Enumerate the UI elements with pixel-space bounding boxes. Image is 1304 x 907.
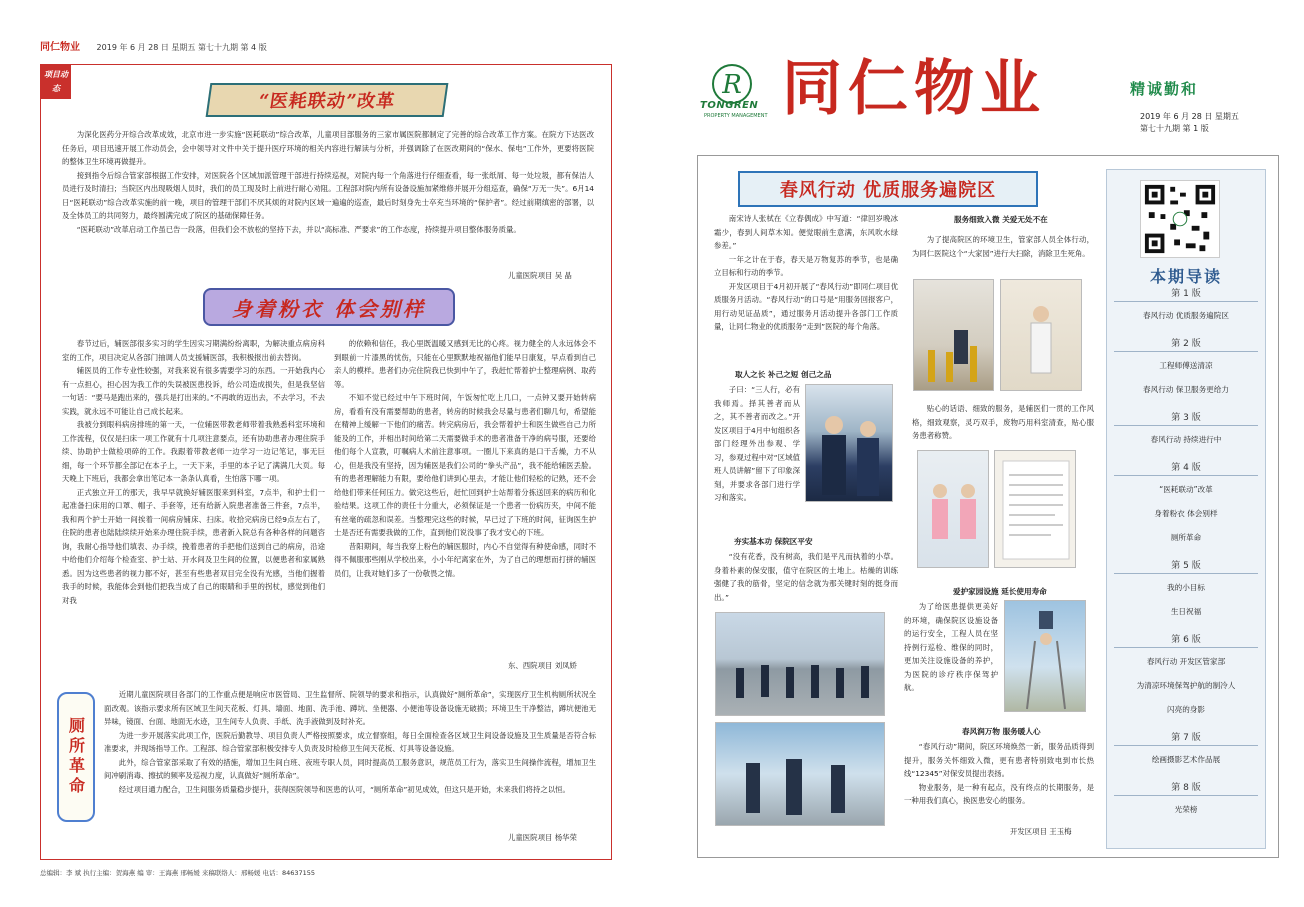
guide-title: 本期导读 <box>1149 267 1222 286</box>
bollard-icon <box>914 280 994 391</box>
subhead-1: 取人之长 补己之短 创己之品 <box>735 370 832 379</box>
guide-divider <box>1114 647 1258 648</box>
photo-cleaning-2 <box>1000 279 1082 391</box>
intro-para: 南宋诗人张栻在《立春偶成》中写道：“律回岁晚冰霜少，春到人间草木知。便觉眼前生意满，东风吹水绿参差。” <box>714 214 898 250</box>
subhead-5-body <box>904 740 1094 822</box>
guide-divider <box>1114 573 1258 574</box>
guide-item[interactable]: 身着粉衣 体会别样 <box>1154 509 1218 518</box>
article-2-para: 不知不觉已经过中午下班时间，午饭匆忙吃上几口，一点钟又要开始转病房，看看有没有需要帮助的患者，转房的时候我会尽量与患者们聊几句，希望能在精神上缓解一下他们的痛苦。转完病房后，我会帮着护士和医生做些自己力所能及的工作，并相出时间给第二天需要做手术的患者准备干净的病号服，还要给他们每个人宣教，叮嘱病人术前注意事项。一圈儿下来真的是口干舌燥，力不从心，但是我没有坚持，因为辅医是我们公司的“拳头产品”，我不能给辅医丢脸。有的患者理解能力有限，要给他们讲到心里去，才能让他们轻松的记熟，还不会给他们带来任何压力。做完这些后，赶忙回到护士站帮着分拣送回来的病历和化验结果。这项工作的责任十分重大，必须保证是一个患者一份病历夹，中间不能有丝毫的疏忽和误差。当整理完这些的时候，早已过了下班的时间，征询医生护士是否还有需要我做的工作，直到他们说没事了我才安心的下班。 <box>334 393 596 537</box>
page-1-date-line: 2019 年 6 月 28 日 星期五 <box>1140 112 1239 121</box>
article-2-para: 我被分到眼科病房排班的第一天，一位辅医带教老师带着我熟悉科室环境和工作流程，仅仅是扫床一项工作就有十几项注意要点，还有协助患者办理住院手续、协助护士做检项碎的工作。我跟着带教老师一边学习一边记笔记，事无巨细，每一个环节都全部记在本子上，一天下来，手里的本子记了满满几大页。每天晚上下班后，我都会拿出笔记本一条条认真看，生怕落下哪一项。 <box>62 420 325 483</box>
guide-item[interactable]: 工程师傅送清凉 <box>1159 361 1213 370</box>
subhead-5-signature: 开发区项目 王玉梅 <box>1010 827 1072 836</box>
article-1-para: “医耗联动”改革启动工作虽已告一段落，但我们会不放松的坚持下去，并以“高标准、严要求”的工作态度，持续提升项目整体服务质量。 <box>76 224 521 234</box>
subhead-3-body <box>912 233 1094 275</box>
subhead-3b-body <box>912 402 1094 444</box>
guide-edition-label: 第 2 版 <box>1171 339 1201 349</box>
article-3-title: 厕所革命 <box>66 717 86 797</box>
ladder-icon <box>1005 601 1086 712</box>
article-1-body <box>62 128 594 270</box>
photo-guard-drill <box>715 722 885 826</box>
subhead-4-body <box>904 600 998 722</box>
page-4-date: 2019 年 6 月 28 日 星期五 第七十九期 第 4 版 <box>96 43 267 52</box>
article-2-para: 辅医员的工作专业性较强，对我来说有很多需要学习的东西。一开始我内心有一点担心，担心因为我工作的失误被医患投诉，给公司造成损失，但是我坚信一句话：“要马是跑出来的，强兵是打出来的。”不再敢的迈出去，不去学习，不去实践，就永远不可能让自己成长起来。 <box>62 366 325 416</box>
guide-item[interactable]: “医耗联动”改革 <box>1159 485 1213 494</box>
subhead-2-para: “没有花香，没有树高，我们是平凡而执着的小草。身着朴素的保安服，值守在院区的土地上。枯燥的训练强健了我的筋骨，坚定的信念就为那关键时刻的挺身而出。” <box>714 552 898 602</box>
qr-code-icon[interactable] <box>1140 180 1220 258</box>
guide-edition-label: 第 8 版 <box>1171 783 1201 793</box>
article-3-body <box>104 688 596 835</box>
subhead-3-para: 为了提高院区的环境卫生，管家部人员全体行动，为同仁医院这个“大家园”进行大扫除，消除卫生死角。 <box>912 235 1094 258</box>
article-2-para: 昔阳期间，每当我穿上粉色的辅医服时，内心不自觉得有种使命感，同时不得不佩服那些刚从学校出来，小小年纪离家在外，为了自己的理想而打拼的辅医员们，让我对她们多了一份敬畏之情。 <box>334 541 596 578</box>
subhead-2-body <box>714 550 898 606</box>
subhead-3: 服务细致入微 关爱无处不在 <box>954 215 1048 224</box>
guide-edition-label: 第 7 版 <box>1171 733 1201 743</box>
guide-item[interactable]: 春风行动 优质服务遍院区 <box>1143 311 1229 320</box>
people-icon <box>716 613 885 716</box>
guide-item[interactable]: 厕所革命 <box>1170 533 1202 542</box>
subhead-2: 夯实基本功 保院区平安 <box>734 537 813 546</box>
subhead-1-body <box>714 383 800 518</box>
page-4-brand: 同仁物业 <box>40 42 80 53</box>
subhead-1-para: 子曰：“三人行，必有我师焉。择其善者而从之，其不善者而改之。”开发区项目于4月中旬组织各部门经理外出参观、学习，参观过程中对“区域值班人员讲解”留下了印象深刻，并要求各部门进行学习和落实。 <box>714 385 800 502</box>
subhead-4: 爱护家园设施 延长使用寿命 <box>953 587 1047 596</box>
section-tag: 项目动态 <box>41 65 71 99</box>
photo-cleaning-1 <box>913 279 994 391</box>
photo-nurses <box>917 450 989 568</box>
subhead-5: 春风润万物 服务暖人心 <box>962 727 1041 736</box>
logo-subtitle: PROPERTY MANAGEMENT <box>704 113 768 119</box>
article-2-signature: 东、西院项目 刘凤娇 <box>508 661 577 670</box>
article-2-para: 正式独立开工的那天，我早早就换好辅医服来到科室，7点半，和护士们一起准备扫床用的口罩、帽子、手套等，还有给新入院患者准备三件套，7点半，我和两个护士开始一间挨着一间病房铺床、扫床。收拾完病房已经9点左右了，住院的患者也陆陆续续开始来办理住院手续，患者新入院总有各种各样的问题咨询，我耐心指导他们填表、办手续，挽着患者的手把他们送到自己的病房，沿途中给他们介绍每个检查室、护士站、开水间及卫生间的位置，以便患者和家属熟悉。因为这些患者的视力都不好，甚至有些患者双目完全没有光感，当他们握着我手的时候，我能体会到他们把我当成了自己的眼睛和手里的拐杖，感觉到他们对我 <box>62 487 325 605</box>
article-1-para: 为深化医药分开综合改革成效，北京市进一步实施“医耗联动”综合改革，儿童项目部服务的三家市属医院都制定了完善的综合改革工作方案。在院方下达医改任务后，项目迅速开展工作动员会，会中领导对文件中关于提升医疗环境的相关内容进行解读与分析，并强调除了在医改期间的“保水、保电”工作外，更要将医院的整体卫生环境再做提升。 <box>62 130 594 166</box>
guide-edition-label: 第 6 版 <box>1171 635 1201 645</box>
guide-item[interactable]: 闪亮的身影 <box>1167 705 1205 714</box>
main-article-title: 春风行动 优质服务遍院区 <box>738 171 1038 207</box>
article-2-para: 的依赖和信任，我心里既温暖又感到无比的心疼。视力健全的人永远体会不到眼前一片漆黑的忧伤，只能在心里默默地祝福他们能早日康复，早点看到自己亲人的模样。患者们办完住院我已快到中午了，我赶忙帮着护士整理病例、取药等。 <box>334 339 596 389</box>
article-1-para: 接到指令后综合管家部根据工作安排，对医院各个区域加派管理干部进行持续巡视，对院内每一个角落进行仔细查看，每一张纸屑、每一处垃圾，都有保洁人员进行及时清扫；当院区内出现吸烟人员时，我们的员工现及时上前进行耐心劝阻。工程部对院内所有设备设施加紧维修并展开分组巡查，确保“万无一失”。6月14日“医耗联动”综合改革实施的前一晚，项目的管理干部们不厌其烦的对院内区域一遍遍的巡查，最后时刻身先士卒充当环境的“保护者”。经过前期缜密的部署，以及全体员工的共同努力，最终圆满完成了院区的基础保障任务。 <box>62 170 594 220</box>
guide-divider <box>1114 425 1258 426</box>
masthead: 同仁物业 <box>782 54 1046 124</box>
document-icon <box>995 451 1076 568</box>
photo-notes <box>994 450 1076 568</box>
article-3-title-box <box>57 692 95 822</box>
subhead-3b-para: 贴心的话语、细致的服务，是辅医们一贯的工作风格，细致观察，灵巧双手，废物巧用科室清查，贴心服务患者称赞。 <box>912 404 1094 440</box>
article-2-col-2 <box>334 337 596 649</box>
article-1-signature: 儿童医院项目 吴 晶 <box>508 271 572 280</box>
article-2-title: 身着粉衣 体会别样 <box>203 288 455 326</box>
page-1-issue-line: 第七十九期 第 1 版 <box>1140 124 1209 133</box>
article-3-para: 此外，综合管家部采取了有效的措施，增加卫生间白班、夜班专职人员，同时提高员工服务意识，规范员工行为，落实卫生间操作流程，增加卫生间冲刷消毒、擦拭的频率及巡视力度，认真做好“厕所革命”。 <box>104 757 596 780</box>
page-4-footer: 总编辑：李 斌 执行主编：贺海燕 编 审：王海燕 邢畅媛 来稿联络人：邢畅媛 电话：84637155 <box>40 869 316 877</box>
photo-training <box>715 612 885 716</box>
article-2-col-1 <box>62 337 325 675</box>
guide-edition-label: 第 5 版 <box>1171 561 1201 571</box>
page-1-date <box>1140 111 1260 135</box>
subhead-5-para: “春风行动”期间，院区环境焕然一新，服务品质得到提升，服务关怀细致入微，更有患者特别致电到市长热线“12345”对保安员提出表扬。 <box>904 742 1094 778</box>
article-3-para: 为进一步开展落实此项工作，医院后勤教导、项目负责人严格按照要求，成立督察组，每日全面检查各区域卫生间设备设施及卫生质量是否符合标准要求，并现场指导工作。工程部、综合管家部积极安排专人负责及时检修卫生间天花板、灯具等设备设施。 <box>104 730 596 753</box>
photo-visit <box>805 384 893 502</box>
guide-item[interactable]: 为清凉环境保驾护航的制冷人 <box>1136 681 1236 690</box>
page-4-header <box>40 38 267 52</box>
logo-letter: R <box>722 70 742 100</box>
logo-name: TONGREN <box>700 100 759 111</box>
guide-item[interactable]: 生日祝福 <box>1170 607 1202 616</box>
people-icon <box>806 385 893 502</box>
guide-divider <box>1114 351 1258 352</box>
guide-edition-label: 第 4 版 <box>1171 463 1201 473</box>
guide-divider <box>1114 745 1258 746</box>
photo-maintenance <box>1004 600 1086 712</box>
slogan: 精诚勤和 <box>1130 80 1199 98</box>
guide-item[interactable]: 春风行动 保卫服务更给力 <box>1143 385 1229 394</box>
intro-para: 开发区项目于4月初开展了“春风行动”即同仁项目优质服务月活动。“春风行动”的口号是“用服务回报客户，用行动见证品质”，通过服务月活动提升各部门工作质量，让同仁物业的优质服务“走到”医院的每个角落。 <box>714 281 898 331</box>
guide-divider <box>1114 475 1258 476</box>
article-1-title: “医耗联动”改革 <box>206 83 449 117</box>
main-intro <box>714 212 898 352</box>
article-3-signature: 儿童医院项目 杨华荣 <box>508 833 577 842</box>
subhead-5-para: 物业服务，是一种有起点，没有终点的长期服务，是一种用我们真心，换医患安心的服务。 <box>904 782 1094 805</box>
intro-para: 一年之计在于春，春天是万物复苏的季节，也是确立目标和行动的季节。 <box>714 254 898 277</box>
person-icon <box>1001 280 1082 391</box>
guide-edition-label: 第 1 版 <box>1171 289 1201 299</box>
article-3-para: 近期儿童医院项目各部门的工作重点便是响应市医管局、卫生监督所、院领导的要求和指示，认真做好“厕所革命”，实现医疗卫生机构厕所状况全面改观。该指示要求所有区域卫生间天花板、灯具、墙面、地面、洗手池、蹲坑、坐便器、小便池等设备设施无破损；环境卫生干净整洁，蹲坑便池无异味，镜面、台面、地面无水迹，卫生间专人负责、手纸、洗手液做到及时补充。 <box>104 690 596 726</box>
article-2-para: 春节过后，辅医部很多实习的学生因实习期满纷纷离职，为解决重点病房科室的工作，项目决定从各部门抽调人员支援辅医部，我积极报出前去替岗。 <box>62 339 325 362</box>
article-3-para: 经过项目通力配合，卫生间服务质量稳步提升，获得医院领导和医患的认可，“厕所革命”初见成效，但这只是开始，未来我们将持之以恒。 <box>118 784 570 794</box>
guide-item[interactable]: 光荣榜 <box>1174 805 1198 814</box>
guide-item[interactable]: 我的小目标 <box>1167 583 1205 592</box>
guide-item[interactable]: 春风行动 开发区管家部 <box>1146 657 1226 666</box>
subhead-4-para: 为了给医患提供更美好的环境，确保院区设施设备的运行安全，工程人员在坚持例行巡检、维保的同时，更加关注设施设备的养护，为医院的诊疗秩序保驾护航。 <box>904 602 998 692</box>
guide-edition-label: 第 3 版 <box>1171 413 1201 423</box>
people-icon <box>716 723 885 826</box>
guide-divider <box>1114 795 1258 796</box>
guide-divider <box>1114 301 1258 302</box>
guide-item[interactable]: 春风行动 持续进行中 <box>1150 435 1222 444</box>
guide-item[interactable]: 绘画摄影艺术作品展 <box>1151 755 1221 764</box>
people-icon <box>918 451 989 568</box>
